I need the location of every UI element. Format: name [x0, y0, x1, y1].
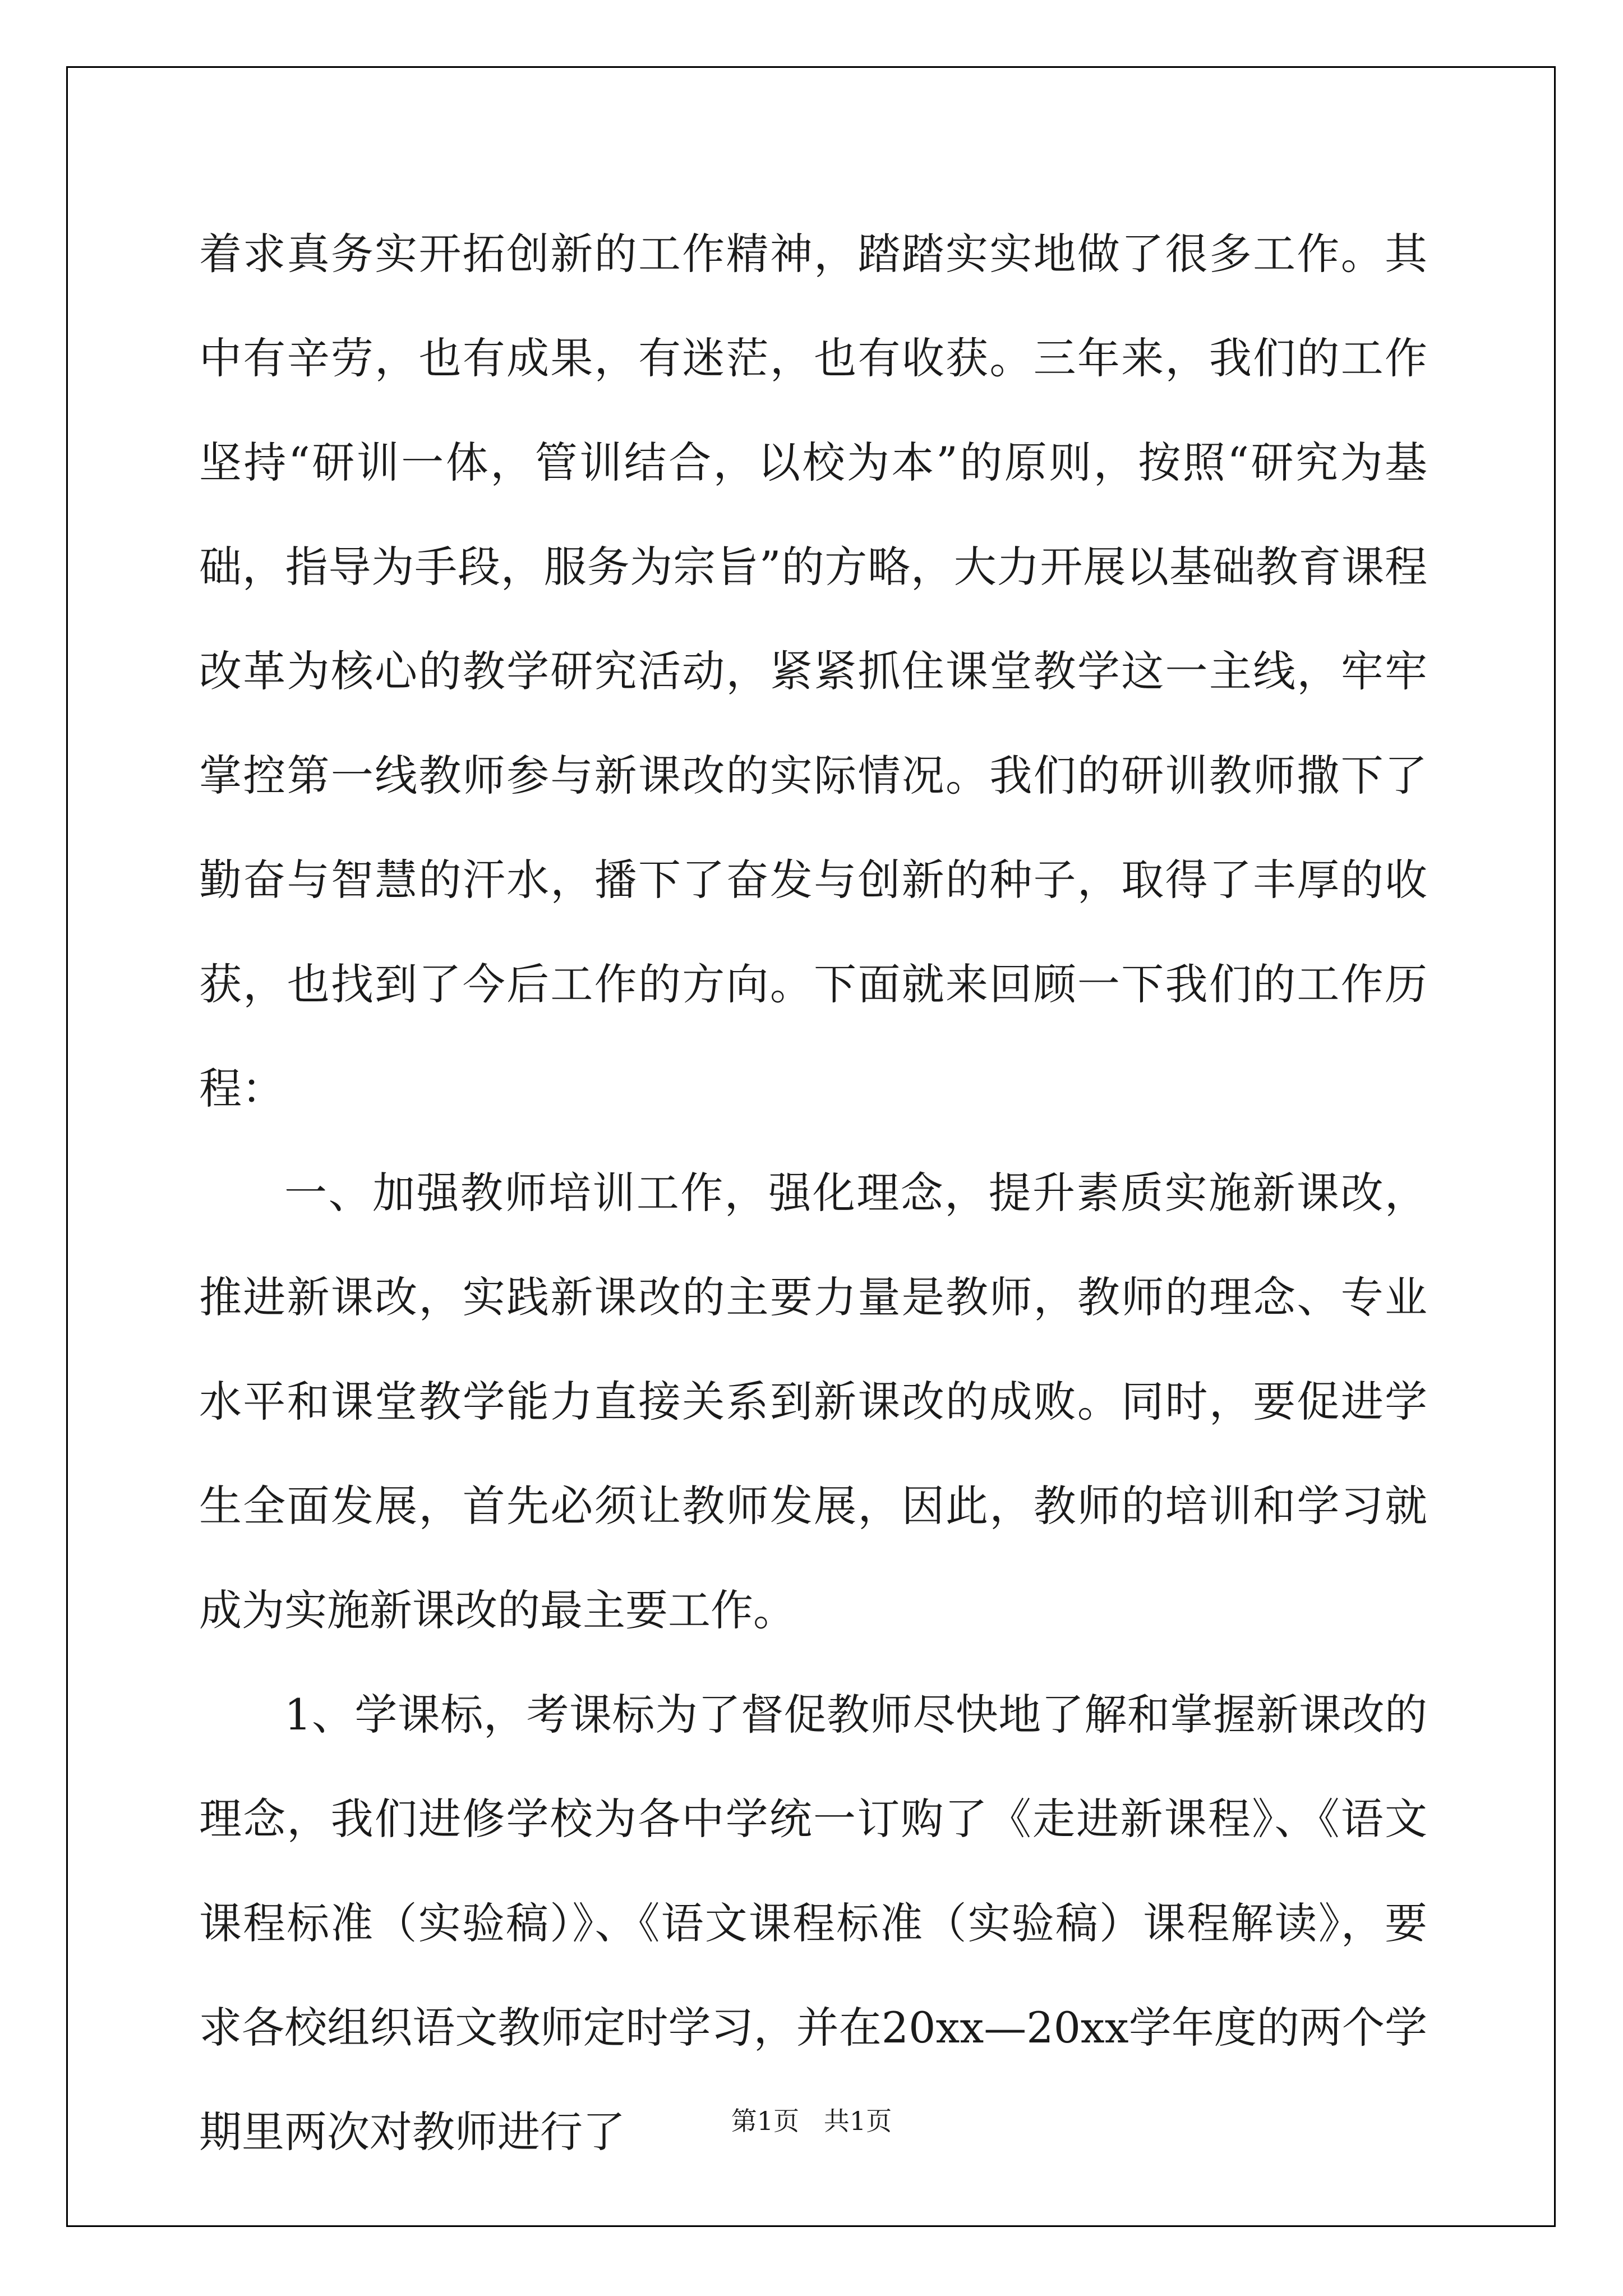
document-body	[199, 202, 1427, 2184]
paragraph-item-one: 1、学课标，考课标为了督促教师尽快地了解和掌握新课改的理念，我们进修学校为各中学统一订购了《走进新课程》、《语文课程标准（实验稿）》、《语文课程标准（实验稿）课程解读》，要求各校组织语文教师定时学习，并在20xx—20xx学年度的两个学期里两次对教师进行了	[199, 1690, 1427, 2157]
page-number-footer: 第1页 共1页	[731, 2106, 892, 2136]
paragraph-continued: 着求真务实开拓创新的工作精神，踏踏实实地做了很多工作。其中有辛劳，也有成果，有迷茫，也有收获。三年来，我们的工作坚持“研训一体，管训结合，以校为本”的原则，按照“研究为基础，指导为手段，服务为宗旨”的方略，大力开展以基础教育课程改革为核心的教学研究活动，紧紧抓住课堂教学这一主线，牢牢掌控第一线教师参与新课改的实际情况。我们的研训教师撒下了勤奋与智慧的汗水，播下了奋发与创新的种子，取得了丰厚的收获，也找到了今后工作的方向。下面就来回顾一下我们的工作历程：	[199, 229, 1427, 1114]
paragraph-section-one: 一、加强教师培训工作，强化理念，提升素质实施新课改，推进新课改，实践新课改的主要力量是教师，教师的理念、专业水平和课堂教学能力直接关系到新课改的成败。同时，要促进学生全面发展，首先必须让教师发展，因此，教师的培训和学习就成为实施新课改的最主要工作。	[199, 1168, 1427, 1635]
